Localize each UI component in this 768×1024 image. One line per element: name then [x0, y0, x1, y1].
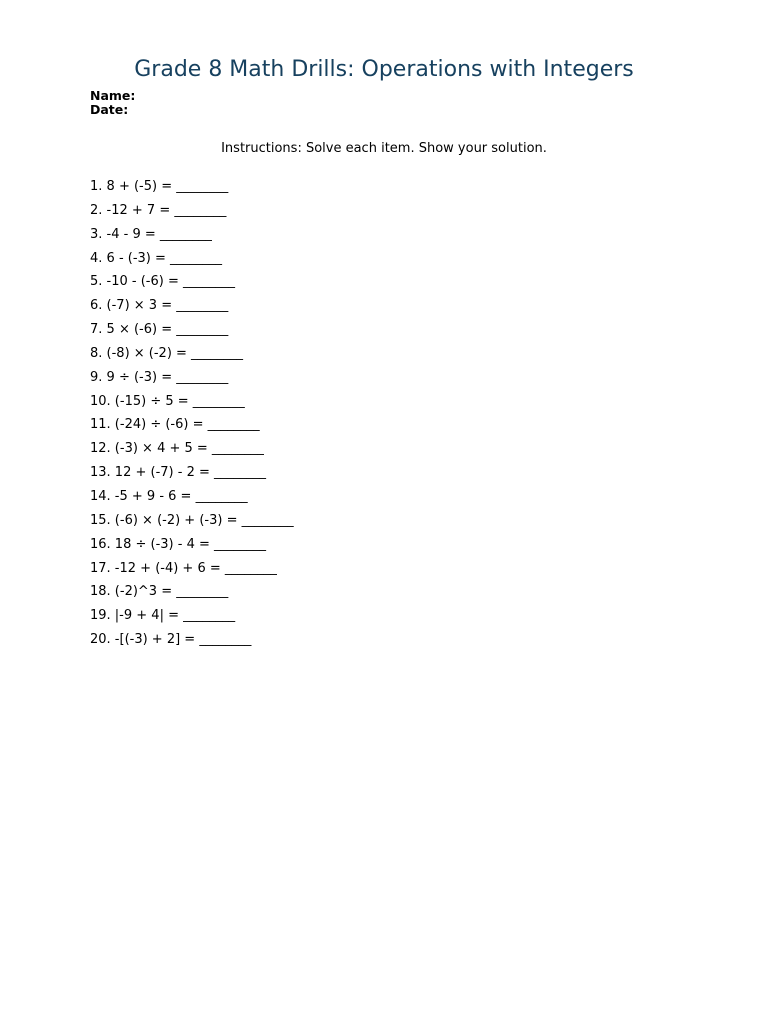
- problem-item: 12. (-3) × 4 + 5 = ________: [90, 441, 264, 457]
- problem-item: 13. 12 + (-7) - 2 = ________: [90, 465, 266, 481]
- problem-item: 3. -4 - 9 = ________: [90, 226, 212, 242]
- problem-item: 18. (-2)^3 = ________: [90, 584, 229, 600]
- name-label: Name:: [90, 88, 136, 103]
- problem-item: 15. (-6) × (-2) + (-3) = ________: [90, 512, 294, 528]
- problem-item: 7. 5 × (-6) = ________: [90, 322, 229, 338]
- problem-item: 2. -12 + 7 = ________: [90, 202, 227, 218]
- problem-item: 17. -12 + (-4) + 6 = ________: [90, 560, 277, 576]
- problem-item: 16. 18 ÷ (-3) - 4 = ________: [90, 536, 266, 552]
- problem-item: 6. (-7) × 3 = ________: [90, 298, 229, 314]
- problem-item: 20. -[(-3) + 2] = ________: [90, 632, 252, 648]
- problem-item: 10. (-15) ÷ 5 = ________: [90, 393, 245, 409]
- date-label: Date:: [90, 102, 129, 117]
- problem-item: 9. 9 ÷ (-3) = ________: [90, 369, 229, 385]
- problem-list: [90, 179, 294, 656]
- page-title: Grade 8 Math Drills: Operations with Integers: [134, 57, 634, 82]
- instructions: Instructions: Solve each item. Show your solution.: [221, 141, 547, 156]
- problem-item: 1. 8 + (-5) = ________: [90, 179, 229, 194]
- problem-item: 14. -5 + 9 - 6 = ________: [90, 488, 248, 504]
- student-info: [90, 89, 135, 117]
- problem-item: 19. |-9 + 4| = ________: [90, 608, 236, 624]
- problem-item: 11. (-24) ÷ (-6) = ________: [90, 417, 260, 433]
- problem-item: 8. (-8) × (-2) = ________: [90, 345, 244, 361]
- problem-item: 4. 6 - (-3) = ________: [90, 250, 223, 266]
- problem-item: 5. -10 - (-6) = ________: [90, 274, 235, 290]
